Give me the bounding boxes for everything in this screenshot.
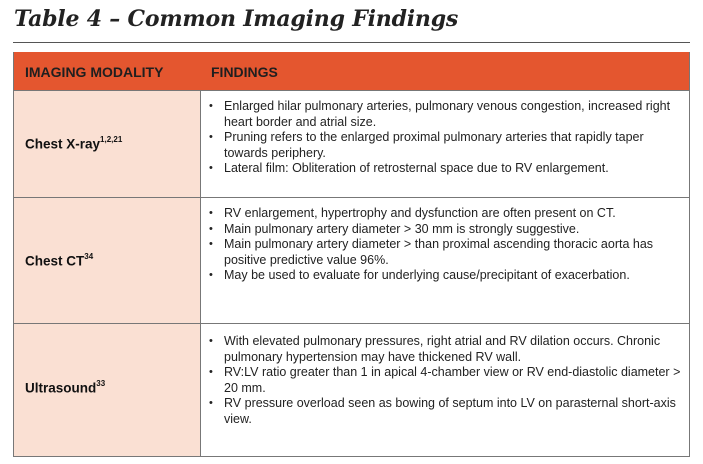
bullet-icon: • bbox=[209, 100, 213, 112]
table-row-ultrasound bbox=[14, 323, 689, 456]
header-findings: FINDINGS bbox=[211, 64, 278, 80]
title-divider bbox=[13, 42, 690, 43]
header-imaging-modality: IMAGING MODALITY bbox=[25, 64, 164, 80]
finding-item: • RV pressure overload seen as bowing of septum into LV on parasternal short-axis view. bbox=[209, 396, 676, 426]
reference-superscript: 33 bbox=[96, 379, 106, 388]
reference-superscript: 1,2,21 bbox=[100, 135, 123, 144]
modality-cell bbox=[14, 198, 201, 323]
findings-list bbox=[207, 334, 687, 428]
modality-label: Chest CT$^{34}$ bbox=[25, 252, 94, 269]
table-title: Table 4 – Common Imaging Findings bbox=[14, 6, 459, 32]
bullet-icon: • bbox=[209, 335, 213, 347]
finding-item: • May be used to evaluate for underlying cause/precipitant of exacerbation. bbox=[209, 268, 630, 283]
bullet-icon: • bbox=[209, 238, 213, 251]
table-row-chest-xray bbox=[14, 90, 689, 197]
modality-label: Ultrasound$^{33}$ bbox=[25, 379, 106, 396]
reference-superscript: 34 bbox=[84, 252, 94, 261]
finding-item: • Pruning refers to the enlarged proximal pulmonary arteries that rapidly taper towards periphery. bbox=[209, 130, 644, 160]
table-header bbox=[14, 52, 689, 90]
finding-item: • Main pulmonary artery diameter > than proximal ascending thoracic aorta has positive predictive value 96%. bbox=[209, 237, 654, 267]
finding-item: • With elevated pulmonary pressures, right atrial and RV dilation occurs. Chronic pulmonary hypertension may have thickened RV wall. bbox=[209, 334, 661, 364]
bullet-icon: • bbox=[209, 366, 213, 379]
table-row-chest-ct bbox=[14, 197, 689, 323]
finding-item: • Main pulmonary artery diameter > 30 mm is strongly suggestive. bbox=[209, 221, 580, 236]
modality-cell bbox=[14, 324, 201, 456]
finding-item: • Lateral film: Obliteration of retrosternal space due to RV enlargement. bbox=[209, 161, 609, 176]
bullet-icon: • bbox=[209, 162, 213, 175]
findings-list bbox=[207, 206, 687, 284]
bullet-icon: • bbox=[209, 222, 213, 235]
findings-list bbox=[207, 99, 687, 177]
finding-item: • RV enlargement, hypertrophy and dysfunction are often present on CT. bbox=[209, 206, 616, 220]
bullet-icon: • bbox=[209, 131, 213, 144]
modality-label: Chest X-ray$^{1,2,21}$ bbox=[25, 135, 123, 152]
bullet-icon: • bbox=[209, 207, 213, 219]
imaging-findings-table bbox=[13, 52, 690, 457]
bullet-icon: • bbox=[209, 269, 213, 282]
modality-cell bbox=[14, 91, 201, 197]
bullet-icon: • bbox=[209, 397, 213, 410]
finding-item: • RV:LV ratio greater than 1 in apical 4-chamber view or RV end-diastolic diameter > 20 mm. bbox=[209, 365, 681, 395]
finding-item: • Enlarged hilar pulmonary arteries, pulmonary venous congestion, increased right heart border and atrial size. bbox=[209, 99, 671, 129]
